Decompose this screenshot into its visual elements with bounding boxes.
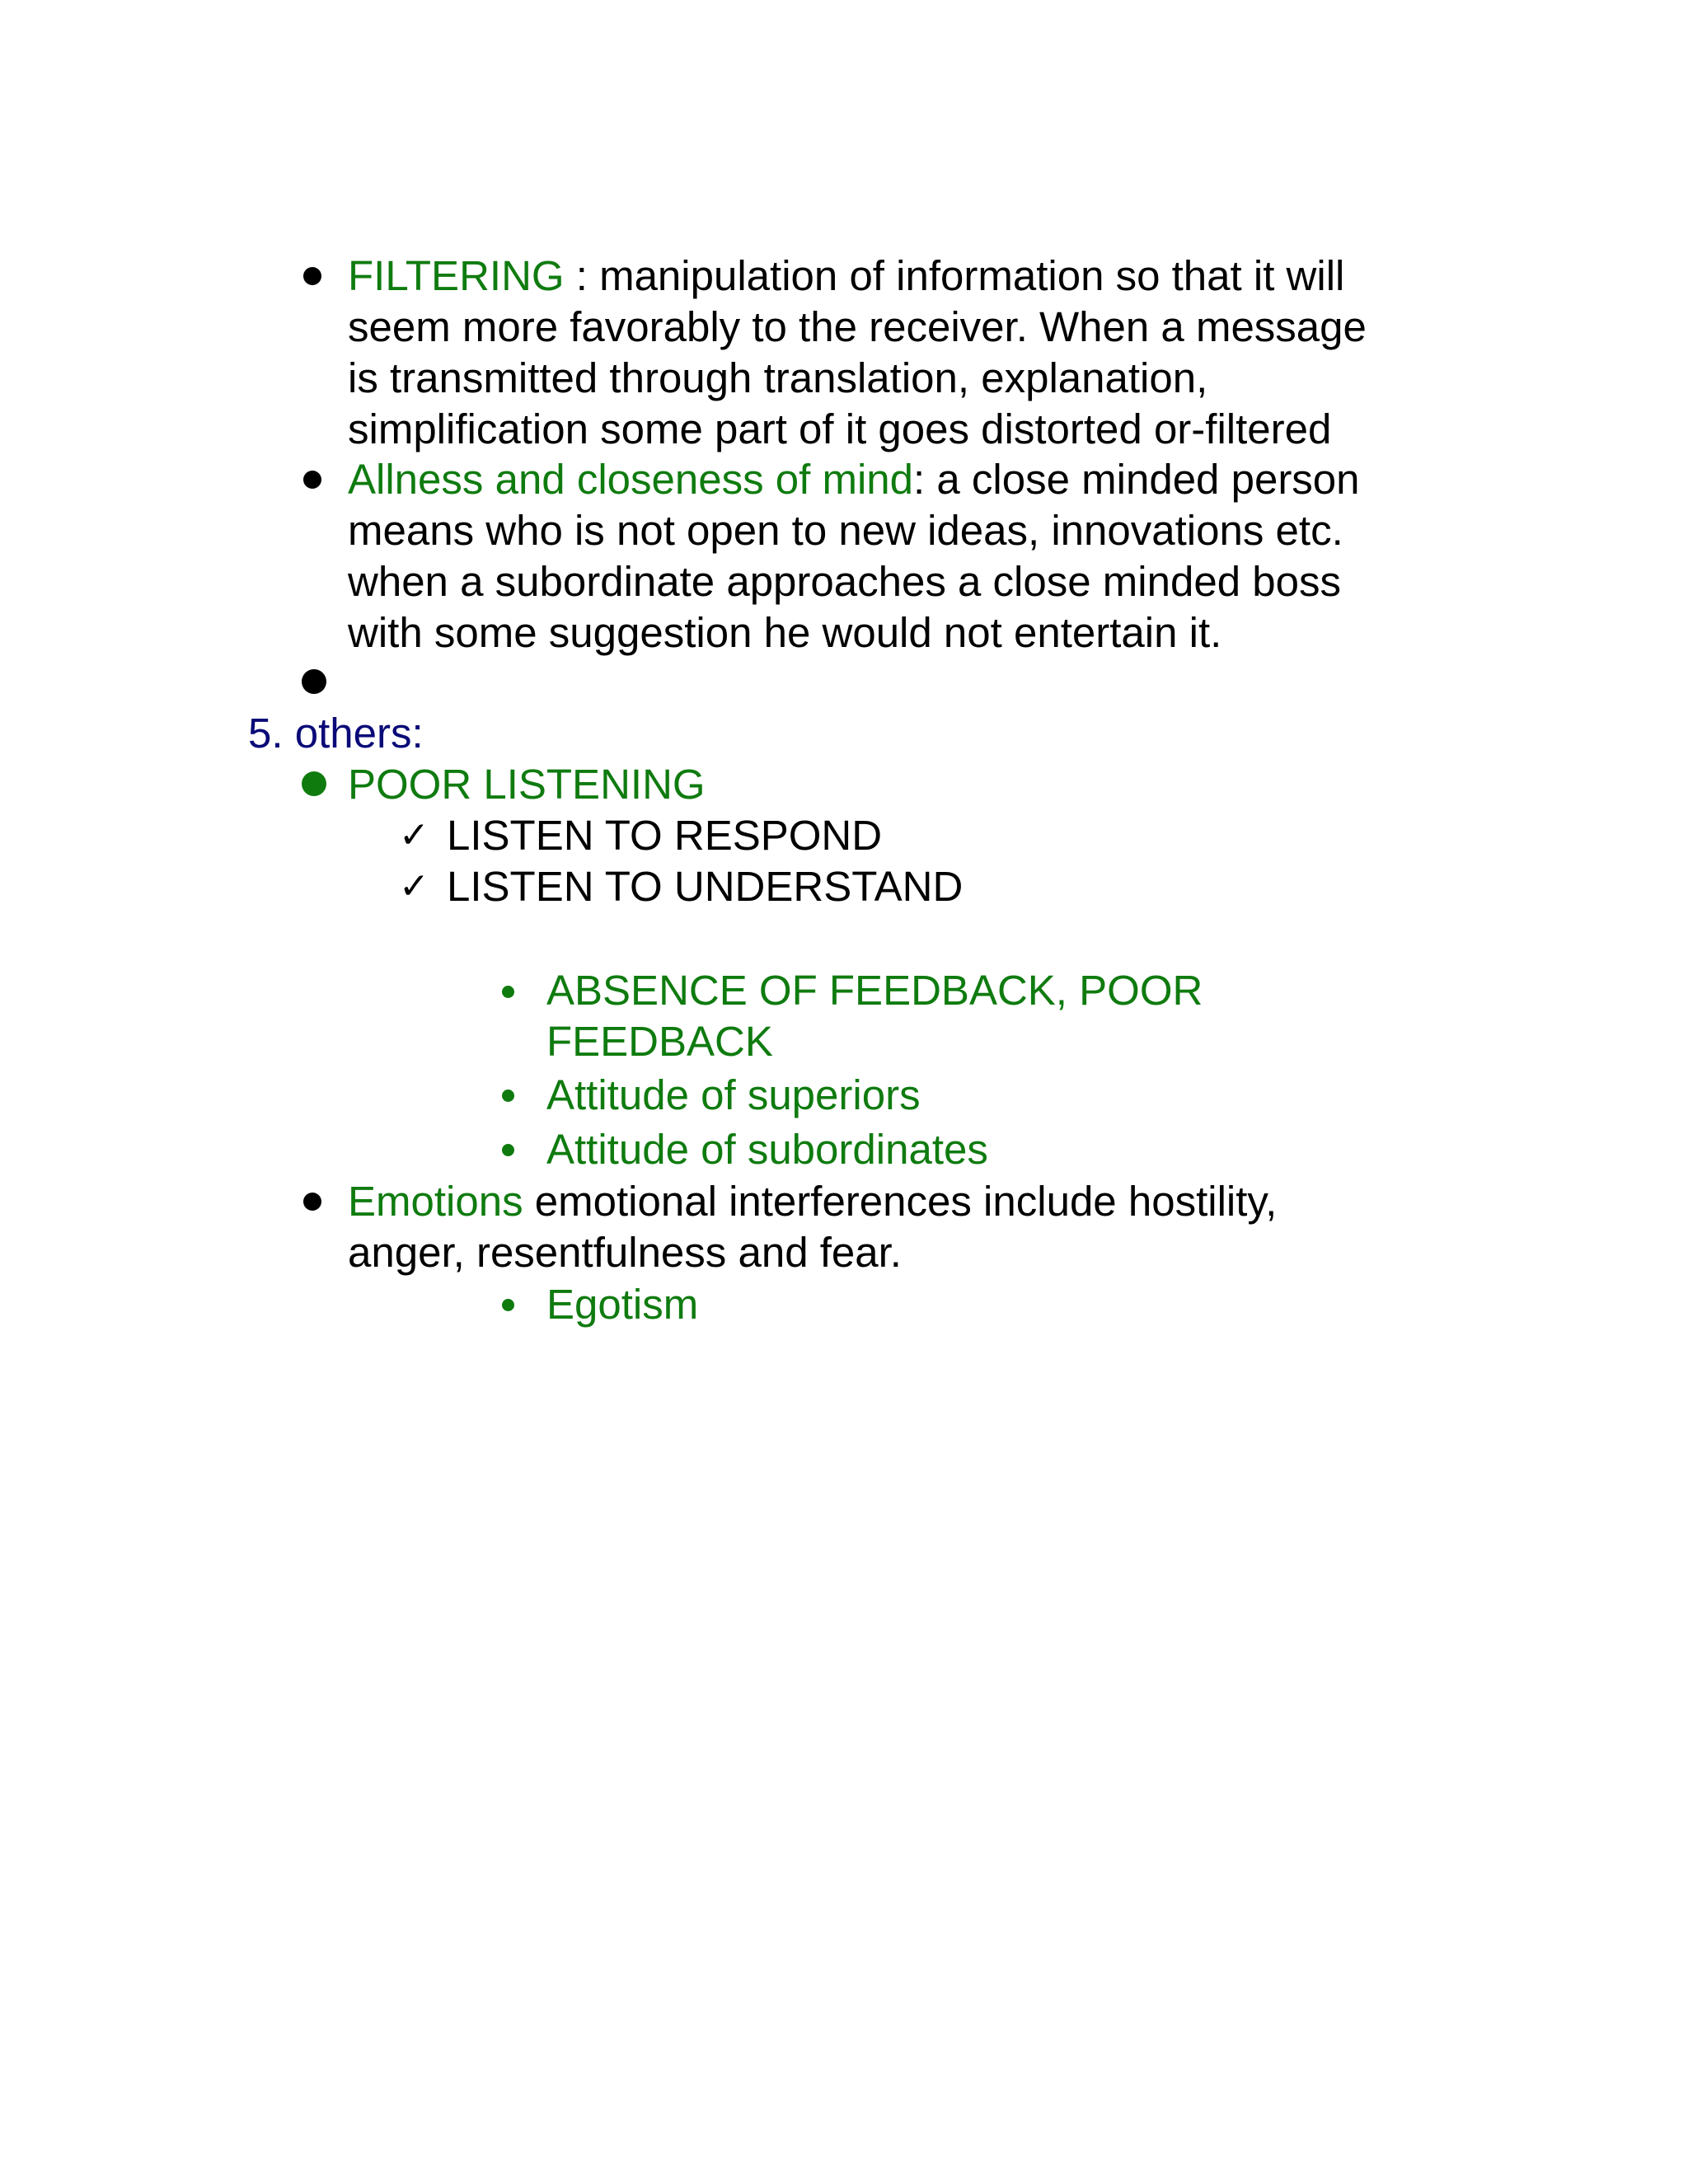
allness-term: Allness and closeness of mind [348, 456, 914, 503]
emotions-text-1: emotional interferences include hostility, [523, 1178, 1278, 1225]
bullet-allness [303, 471, 321, 489]
filtering-term: FILTERING [348, 252, 565, 299]
emotions-line-1 [348, 1176, 1277, 1227]
others-heading: 5. others: [248, 710, 424, 757]
poor-listening: POOR LISTENING [348, 761, 706, 808]
filtering-text-1: : manipulation of information so that it will [564, 252, 1345, 299]
allness-line-3: when a subordinate approaches a close minded boss [348, 558, 1341, 605]
check-item-understand: LISTEN TO UNDERSTAND [447, 863, 964, 910]
emotions-line-2: anger, resentfulness and fear. [348, 1229, 902, 1276]
filtering-line-4: simplification some part of it goes distorted or-filtered [348, 405, 1332, 452]
egotism: Egotism [546, 1281, 699, 1328]
allness-line-4: with some suggestion he would not entertain it. [348, 609, 1222, 656]
feedback-line-1: ABSENCE OF FEEDBACK, POOR [546, 967, 1203, 1014]
bullet-attitude-superiors [502, 1090, 514, 1102]
bullet-attitude-subordinates [502, 1144, 514, 1156]
emotions-term: Emotions [348, 1178, 523, 1225]
filtering-line-2: seem more favorably to the receiver. When a message [348, 303, 1367, 350]
bullet-emotions [303, 1193, 321, 1211]
attitude-superiors: Attitude of superiors [546, 1071, 921, 1118]
bullet-egotism [502, 1299, 514, 1311]
allness-line-1 [348, 454, 1360, 505]
bullet-empty [302, 669, 326, 694]
check-mark-icon: ✓ [399, 865, 429, 907]
feedback-line-2: FEEDBACK [546, 1018, 773, 1065]
bullet-poor-listening [302, 771, 326, 796]
filtering-line-1 [348, 251, 1344, 302]
filtering-line-3: is transmitted through translation, explanation, [348, 354, 1208, 401]
allness-text-1: : a close minded person [913, 456, 1360, 503]
check-mark-icon: ✓ [399, 814, 429, 856]
check-item-respond: LISTEN TO RESPOND [447, 812, 883, 859]
bullet-feedback [502, 986, 514, 998]
bullet-filtering [303, 267, 321, 285]
allness-line-2: means who is not open to new ideas, innovations etc. [348, 507, 1343, 554]
attitude-subordinates: Attitude of subordinates [546, 1126, 988, 1173]
